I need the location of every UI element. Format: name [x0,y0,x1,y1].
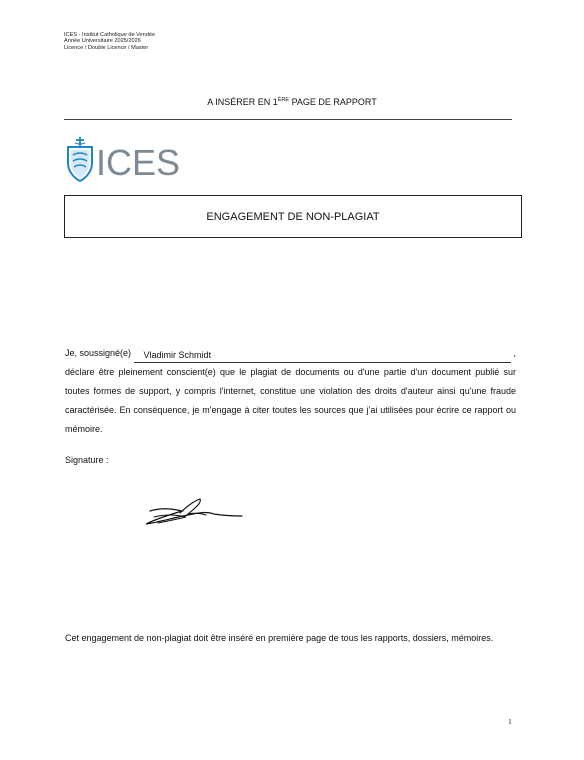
insert-instruction-sup: ÈRE [277,97,290,103]
signer-name-field[interactable]: Vladimir Schmidt [134,348,512,363]
shield-icon [68,137,92,181]
header-academic-year: Année Universitaire 2025/2026 [64,38,141,45]
page-number: 1 [508,717,512,726]
ices-logo [62,133,212,183]
insert-instruction-start: A INSÉRER EN 1 [207,97,278,107]
document-header [64,32,155,51]
declaration-block [65,344,516,439]
insert-instruction-end: PAGE DE RAPPORT [289,97,377,107]
signature-label: Signature : [65,455,109,465]
document-title: ENGAGEMENT DE NON-PLAGIAT [206,210,380,223]
handwritten-signature [142,497,246,536]
insert-instruction [0,97,584,107]
declaration-comma: , [513,348,516,358]
declaration-prefix: Je, soussigné(e) [65,348,134,358]
declaration-name-line [65,344,516,363]
document-title-box [64,195,522,238]
footer-note: Cet engagement de non-plagiat doit être inséré en première page de tous les rapports, dossiers, mémoires. [65,633,494,643]
declaration-paragraph: déclare être pleinement conscient(e) que le plagiat de documents ou d'une partie d'un document publié sur toutes formes de support, y compris l'internet, constitue une violation des droits d'auteur ainsi qu'une fraude caractérisée. En conséquence, je m'engage à citer toutes les sources que j'ai utilisées pour écrire ce rapport ou mémoire. [65,367,516,434]
header-institution: ICES - Institut Catholique de Vendée [64,32,156,38]
logo-text: ICES [96,142,181,183]
header-degree: Licence / Double Licence / Master [64,44,149,51]
horizontal-rule [64,119,512,120]
